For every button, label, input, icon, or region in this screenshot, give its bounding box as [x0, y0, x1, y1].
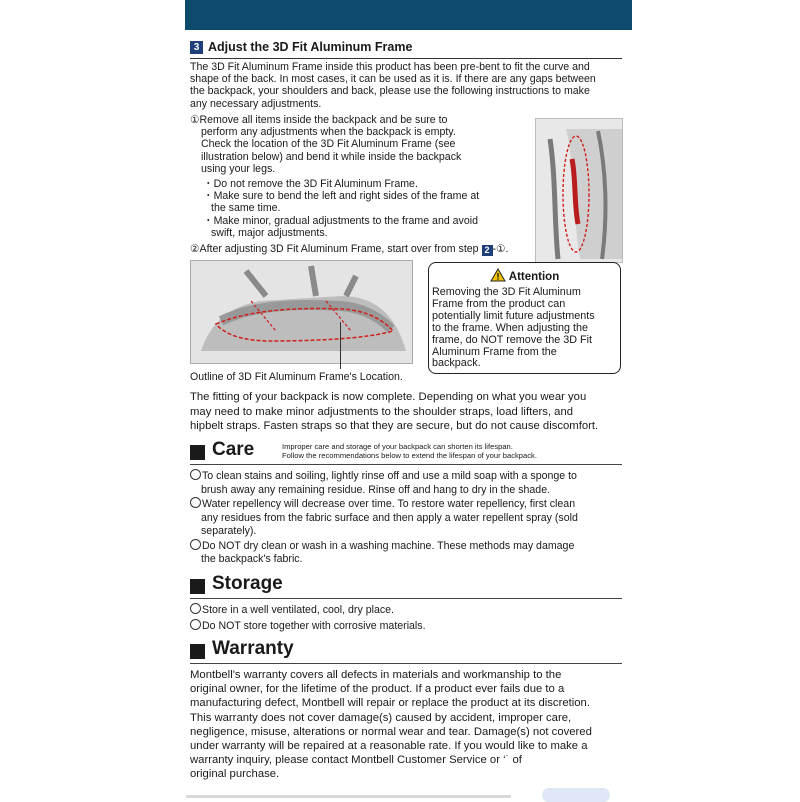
- heading-square-icon: [190, 644, 205, 659]
- step-ref-badge: 2: [482, 245, 493, 256]
- attention-title: Attention: [508, 271, 560, 283]
- text-line: the backpack, your shoulders and back, please use the following instructions to make: [190, 85, 590, 98]
- bullet-line: ・Do not remove the 3D Fit Aluminum Frame.: [203, 178, 418, 190]
- list-item-cont: separately).: [201, 525, 257, 537]
- warranty-paragraph: [190, 668, 592, 782]
- list-item: To clean stains and soiling, lightly rinse off and use a mild soap with a sponge to: [190, 469, 578, 484]
- section-title: Adjust the 3D Fit Aluminum Frame: [208, 40, 413, 54]
- horizontal-scrollbar[interactable]: [186, 795, 511, 798]
- text-line: illustration below) and bend it while inside the backpack: [201, 150, 462, 163]
- text-line: potentially limit future adjustments: [432, 309, 595, 322]
- circle-bullet-icon: [190, 497, 201, 508]
- list-item-cont: any residues from the fabric surface and then apply a water repellent spray (sold: [201, 511, 578, 524]
- text-line: under warranty will be repaired at a reasonable rate. If you would like to make a: [190, 740, 588, 753]
- attention-text: [432, 287, 616, 370]
- warning-icon: [490, 268, 506, 285]
- text-line: Removing the 3D Fit Aluminum: [432, 286, 581, 298]
- frame-location-illustration: [190, 260, 413, 364]
- care-title: Care: [212, 439, 255, 460]
- text-line: ①Remove all items inside the backpack and be sure to: [190, 114, 448, 126]
- text-line: hipbelt straps. Fasten straps so that they are secure, but do not cause discomfort.: [190, 420, 599, 432]
- text-line: backpack.: [432, 357, 481, 370]
- warranty-header: [190, 635, 622, 664]
- circle-bullet-icon: [190, 603, 201, 614]
- care-list: [190, 469, 578, 567]
- list-item: Do NOT dry clean or wash in a washing machine. These methods may damage: [190, 539, 578, 554]
- text-line: Improper care and storage of your backpack can shorten its lifespan.: [282, 442, 513, 451]
- section-number-badge: 3: [190, 41, 203, 54]
- step-2-text: ②After adjusting 3D Fit Aluminum Frame, start over from step: [190, 243, 482, 255]
- text-line: to the frame. When adjusting the: [432, 321, 589, 334]
- text-line: Frame from the product can: [432, 297, 566, 310]
- list-item: Do NOT store together with corrosive materials.: [190, 618, 426, 634]
- text-line: The fitting of your backpack is now complete. Depending on what you wear you: [190, 391, 587, 403]
- text-line: Montbell's warranty covers all defects in materials and workmanship to the: [190, 669, 562, 681]
- illustration-caption: Outline of 3D Fit Aluminum Frame's Location.: [190, 371, 403, 383]
- text-line: any necessary adjustments.: [190, 97, 322, 110]
- text-line: manufacturing defect, Montbell will repair or replace the product at its discretion.: [190, 697, 590, 710]
- bullet-line: swift, major adjustments.: [211, 226, 328, 239]
- text-line: original owner, for the lifetime of the product. If a product ever fails due to a: [190, 683, 565, 696]
- step-2-suffix: -①.: [492, 243, 509, 255]
- text-line: original purchase.: [190, 768, 280, 781]
- storage-title: Storage: [212, 573, 283, 594]
- text-line: shape of the back. In most cases, it can be used as it is. If there are any gaps between: [190, 73, 596, 86]
- list-item-cont: brush away any remaining residue. Rinse off and hang to dry in the shade.: [201, 483, 551, 496]
- storage-header: [190, 570, 622, 599]
- care-note: [282, 442, 537, 460]
- step-1: [190, 114, 461, 175]
- attention-box: [428, 262, 621, 374]
- text-line: frame, do NOT remove the 3D Fit: [432, 333, 593, 346]
- manual-page: [190, 30, 622, 800]
- circle-bullet-icon: [190, 619, 201, 630]
- text-line: using your legs.: [201, 162, 276, 175]
- text-line: Follow the recommendations below to extend the lifespan of your backpack.: [282, 451, 537, 460]
- top-bar: [185, 0, 632, 30]
- step-2: [190, 243, 508, 256]
- care-header: [190, 436, 622, 465]
- attention-header: [429, 268, 620, 285]
- text-line: The 3D Fit Aluminum Frame inside this product has been pre-bent to fit the curve and: [190, 61, 590, 73]
- bullet-line: ・Make minor, gradual adjustments to the frame and avoid: [203, 214, 478, 227]
- text-line: This warranty does not cover damage(s) caused by accident, improper care,: [190, 711, 572, 724]
- step-1-bullets: [203, 178, 479, 239]
- bullet-line: ・Make sure to bend the left and right sides of the frame at: [203, 190, 480, 203]
- intro-paragraph: [190, 61, 596, 110]
- storage-list: [190, 602, 426, 634]
- section-3-header: [190, 40, 622, 59]
- heading-square-icon: [190, 445, 205, 460]
- text-line: may need to make minor adjustments to the shoulder straps, load lifters, and: [190, 405, 574, 418]
- back-frame-illustration: [535, 118, 623, 263]
- warranty-title: Warranty: [212, 638, 294, 659]
- list-item: Water repellency will decrease over time. To restore water repellency, first clean: [190, 497, 578, 512]
- text-line: negligence, misuse, alterations or normal wear and tear. Damage(s) not covered: [190, 725, 592, 738]
- text-line: Check the location of the 3D Fit Aluminum Frame (see: [201, 138, 456, 151]
- bullet-line: the same time.: [211, 202, 281, 215]
- text-line: warranty inquiry, please contact Montbell Customer Service or ‘˙ of: [190, 754, 522, 767]
- text-line: Aluminum Frame from the: [432, 345, 557, 358]
- heading-square-icon: [190, 579, 205, 594]
- circle-bullet-icon: [190, 539, 201, 550]
- caption-leader-line: [340, 322, 341, 369]
- circle-bullet-icon: [190, 469, 201, 480]
- fitting-paragraph: [190, 390, 598, 434]
- list-item-cont: the backpack's fabric.: [201, 553, 303, 565]
- text-line: perform any adjustments when the backpack is empty.: [201, 126, 456, 139]
- list-item: Store in a well ventilated, cool, dry place.: [190, 602, 426, 618]
